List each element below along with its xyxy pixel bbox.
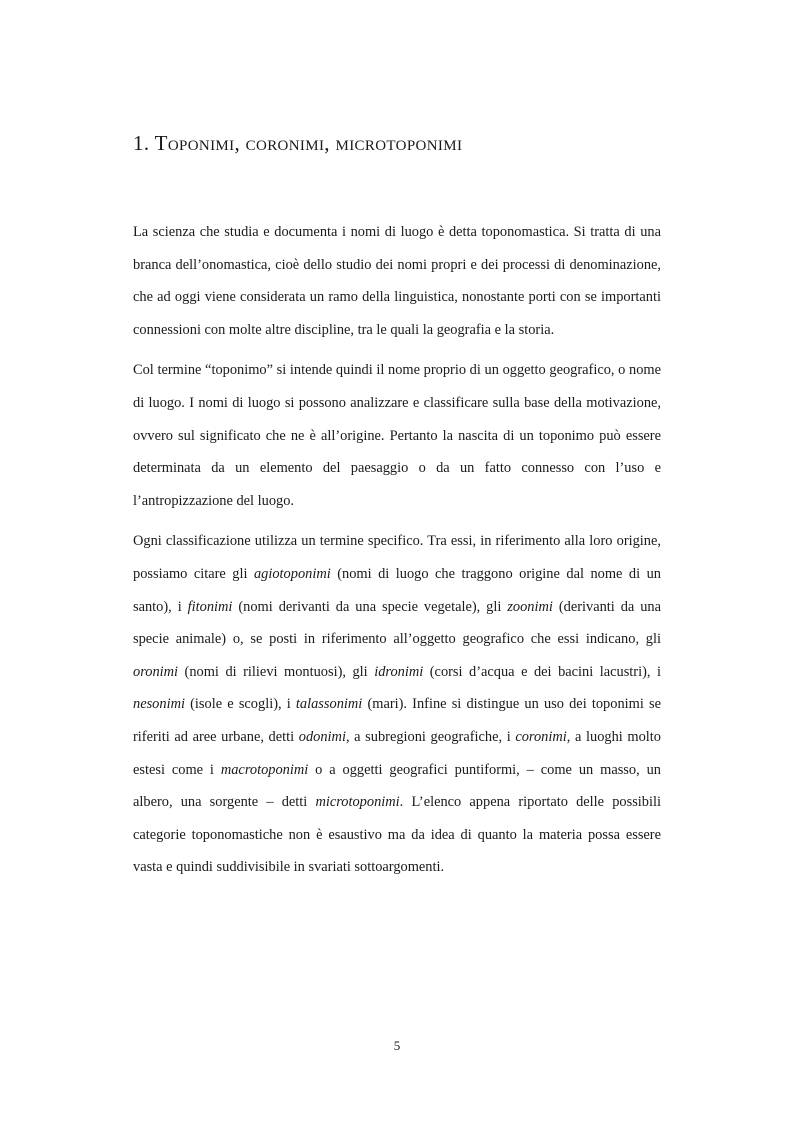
italic-term: agiotoponimi — [253, 565, 331, 582]
page-number: 5 — [393, 1038, 401, 1053]
italic-term: talassonimi — [295, 696, 363, 713]
italic-term: oronimi — [133, 663, 179, 680]
italic-term: fitonimi — [187, 598, 233, 615]
italic-term: odonimi — [298, 728, 346, 745]
text-run: (mari). Infine si distingue un uso dei toponimi se riferiti ad aree urbane, detti — [133, 696, 661, 745]
body-text — [133, 216, 661, 884]
text-run: , a luoghi molto estesi come i — [133, 728, 661, 778]
paragraph — [133, 216, 661, 346]
italic-term: microtoponimi — [315, 794, 400, 811]
text-run: (nomi di rilievi montuosi), gli — [178, 663, 375, 680]
paragraph — [133, 525, 661, 884]
text-run: , a subregioni geografiche, i — [345, 728, 516, 745]
section-heading: 1. Toponimi, coronimi, microtoponimi — [133, 131, 463, 155]
text-run: La scienza che studia e documenta i nomi di luogo è detta toponomastica. Si tratta di una branca dell’onomastica, cioè dello studio dei nomi propri e dei processi di denominazione, che ad oggi viene considerata un ramo della linguistica, nonostante porti con se importanti connessioni con molte altre discipline, tra le quali la geografia e la storia. — [133, 224, 661, 338]
italic-term: nesonimi — [133, 696, 185, 713]
text-run: (corsi d’acqua e dei bacini lacustri), i — [423, 663, 661, 680]
text-run: (nomi di luogo che traggono origine dal nome di un santo), i — [133, 565, 661, 615]
italic-term: macrotoponimi — [220, 761, 309, 778]
italic-term: idronimi — [374, 663, 424, 680]
text-run: o a oggetti geografici puntiformi, – come un masso, un albero, una sorgente – detti — [133, 761, 661, 811]
italic-term: zoonimi — [507, 598, 553, 615]
text-run: (isole e scogli), i — [184, 696, 296, 713]
text-run: (nomi derivanti da una specie vegetale), gli — [232, 598, 508, 615]
text-run: Ogni classificazione utilizza un termine specifico. Tra essi, in riferimento alla loro origine, possiamo citare gli — [133, 533, 661, 582]
italic-term: coronimi — [515, 728, 567, 745]
text-run: Col termine “toponimo” si intende quindi il nome proprio di un oggetto geografico, o nome di luogo. I nomi di luogo si possono analizzare e classificare sulla base della motivazione, ovvero sul significato che ne è all’origine. Pertanto la nascita di un toponimo può essere determinata da un elemento del paesaggio o da un fatto connesso con l’uso e l’antropizzazione del luogo. — [133, 362, 661, 509]
text-run: . L’elenco appena riportato delle possibili categorie toponomastiche non è esaustivo ma da idea di quanto la materia possa essere vasta e quindi suddivisibile in svariati sottoargomenti. — [133, 794, 661, 876]
paragraph — [133, 354, 661, 517]
text-run: (derivanti da una specie animale) o, se posti in riferimento all’oggetto geografico che essi indicano, gli — [133, 598, 662, 648]
